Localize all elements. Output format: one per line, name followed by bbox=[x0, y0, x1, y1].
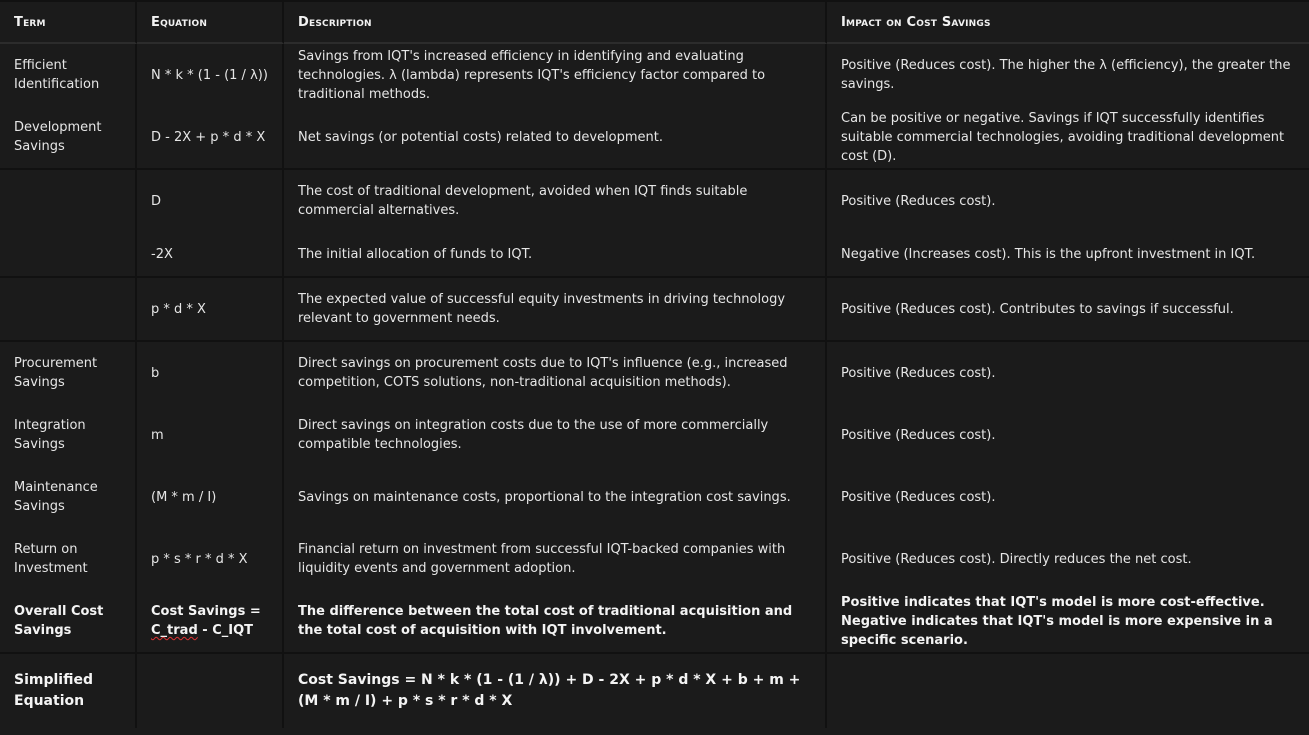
impact-cell: Can be positive or negative. Savings if IQT successfully identifies suitable commercial technologies, avoiding traditional development cost (D). bbox=[827, 106, 1309, 170]
term-cell: Efficient Identification bbox=[0, 44, 137, 106]
term-cell: Return on Investment bbox=[0, 528, 137, 590]
equation-cell: p * s * r * d * X bbox=[137, 528, 284, 590]
equation-cell: (M * m / I) bbox=[137, 466, 284, 528]
term-cell bbox=[0, 232, 137, 278]
impact-cell: Positive (Reduces cost). The higher the λ (efficiency), the greater the savings. bbox=[841, 58, 1291, 92]
term-cell: Maintenance Savings bbox=[0, 466, 137, 528]
table-row bbox=[0, 466, 1309, 528]
header-impact: Impact on Cost Savings bbox=[827, 0, 1309, 44]
table-row bbox=[0, 528, 1309, 590]
table-row bbox=[0, 278, 1309, 342]
equation-cell bbox=[137, 654, 284, 728]
description-cell: Savings on maintenance costs, proportional to the integration cost savings. bbox=[284, 466, 827, 528]
table-row-overall bbox=[0, 590, 1309, 654]
impact-cell: Positive (Reduces cost). Directly reduces the net cost. bbox=[841, 551, 1192, 567]
impact-cell: Positive indicates that IQT's model is more cost-effective. Negative indicates that IQT's model is more expensive in a specific scenario. bbox=[827, 590, 1309, 654]
equation-cell: D bbox=[137, 170, 284, 232]
table-row-simplified bbox=[0, 654, 1309, 728]
description-cell: Cost Savings = N * k * (1 - (1 / λ)) + D - 2X + p * d * X + b + m + (M * m / I) + p * s * r * d * X bbox=[284, 654, 827, 728]
table-row bbox=[0, 342, 1309, 404]
term-cell bbox=[0, 170, 137, 232]
term-cell bbox=[0, 278, 137, 342]
equation-cell: N * k * (1 - (1 / λ)) bbox=[137, 44, 284, 106]
spellcheck-marked-text: C_trad bbox=[151, 623, 198, 638]
equation-line-2: - C_IQT bbox=[197, 623, 253, 638]
impact-cell: Negative (Increases cost). This is the upfront investment in IQT. bbox=[827, 232, 1309, 278]
table-row bbox=[0, 44, 1309, 106]
equation-cell: D - 2X + p * d * X bbox=[137, 106, 284, 170]
header-equation: Equation bbox=[137, 0, 284, 44]
equation-cell bbox=[137, 590, 284, 654]
header-description: Description bbox=[284, 0, 827, 44]
description-cell: Direct savings on integration costs due to the use of more commercially compatible technologies. bbox=[284, 404, 827, 466]
table-row bbox=[0, 404, 1309, 466]
equation-cell: m bbox=[137, 404, 284, 466]
header-row bbox=[0, 0, 1309, 44]
impact-cell: Positive (Reduces cost). Contributes to savings if successful. bbox=[827, 278, 1309, 342]
description-cell: The initial allocation of funds to IQT. bbox=[284, 232, 827, 278]
impact-cell: Positive (Reduces cost). bbox=[841, 427, 996, 443]
description-cell: The difference between the total cost of traditional acquisition and the total cost of acquisition with IQT involvement. bbox=[284, 590, 827, 654]
description-cell: The cost of traditional development, avoided when IQT finds suitable commercial alternatives. bbox=[284, 170, 827, 232]
table-row bbox=[0, 170, 1309, 232]
description-cell: Savings from IQT's increased efficiency in identifying and evaluating technologies. λ (lambda) represents IQT's efficiency factor compared to traditional methods. bbox=[284, 44, 827, 106]
term-cell: Simplified Equation bbox=[0, 654, 137, 728]
equation-cell: p * d * X bbox=[137, 278, 284, 342]
term-cell: Development Savings bbox=[0, 106, 137, 170]
term-cell: Procurement Savings bbox=[0, 342, 137, 404]
description-cell: Direct savings on procurement costs due to IQT's influence (e.g., increased competition, COTS solutions, non-traditional acquisition methods). bbox=[284, 342, 827, 404]
impact-cell: Positive (Reduces cost). bbox=[841, 193, 996, 209]
term-cell: Integration Savings bbox=[0, 404, 137, 466]
description-cell: Financial return on investment from successful IQT-backed companies with liquidity events and government adoption. bbox=[284, 528, 827, 590]
impact-cell: Positive (Reduces cost). bbox=[841, 489, 996, 505]
table-row bbox=[0, 106, 1309, 170]
equation-cell: b bbox=[137, 342, 284, 404]
description-cell: The expected value of successful equity investments in driving technology relevant to government needs. bbox=[284, 278, 827, 342]
equation-line-1: Cost Savings = bbox=[151, 604, 261, 619]
equation-cell: -2X bbox=[137, 232, 284, 278]
header-term: Term bbox=[0, 0, 137, 44]
term-cell: Overall Cost Savings bbox=[0, 590, 137, 654]
description-cell: Net savings (or potential costs) related to development. bbox=[284, 106, 827, 170]
impact-cell bbox=[827, 654, 1309, 728]
table-row bbox=[0, 232, 1309, 278]
impact-cell: Positive (Reduces cost). bbox=[841, 365, 996, 381]
